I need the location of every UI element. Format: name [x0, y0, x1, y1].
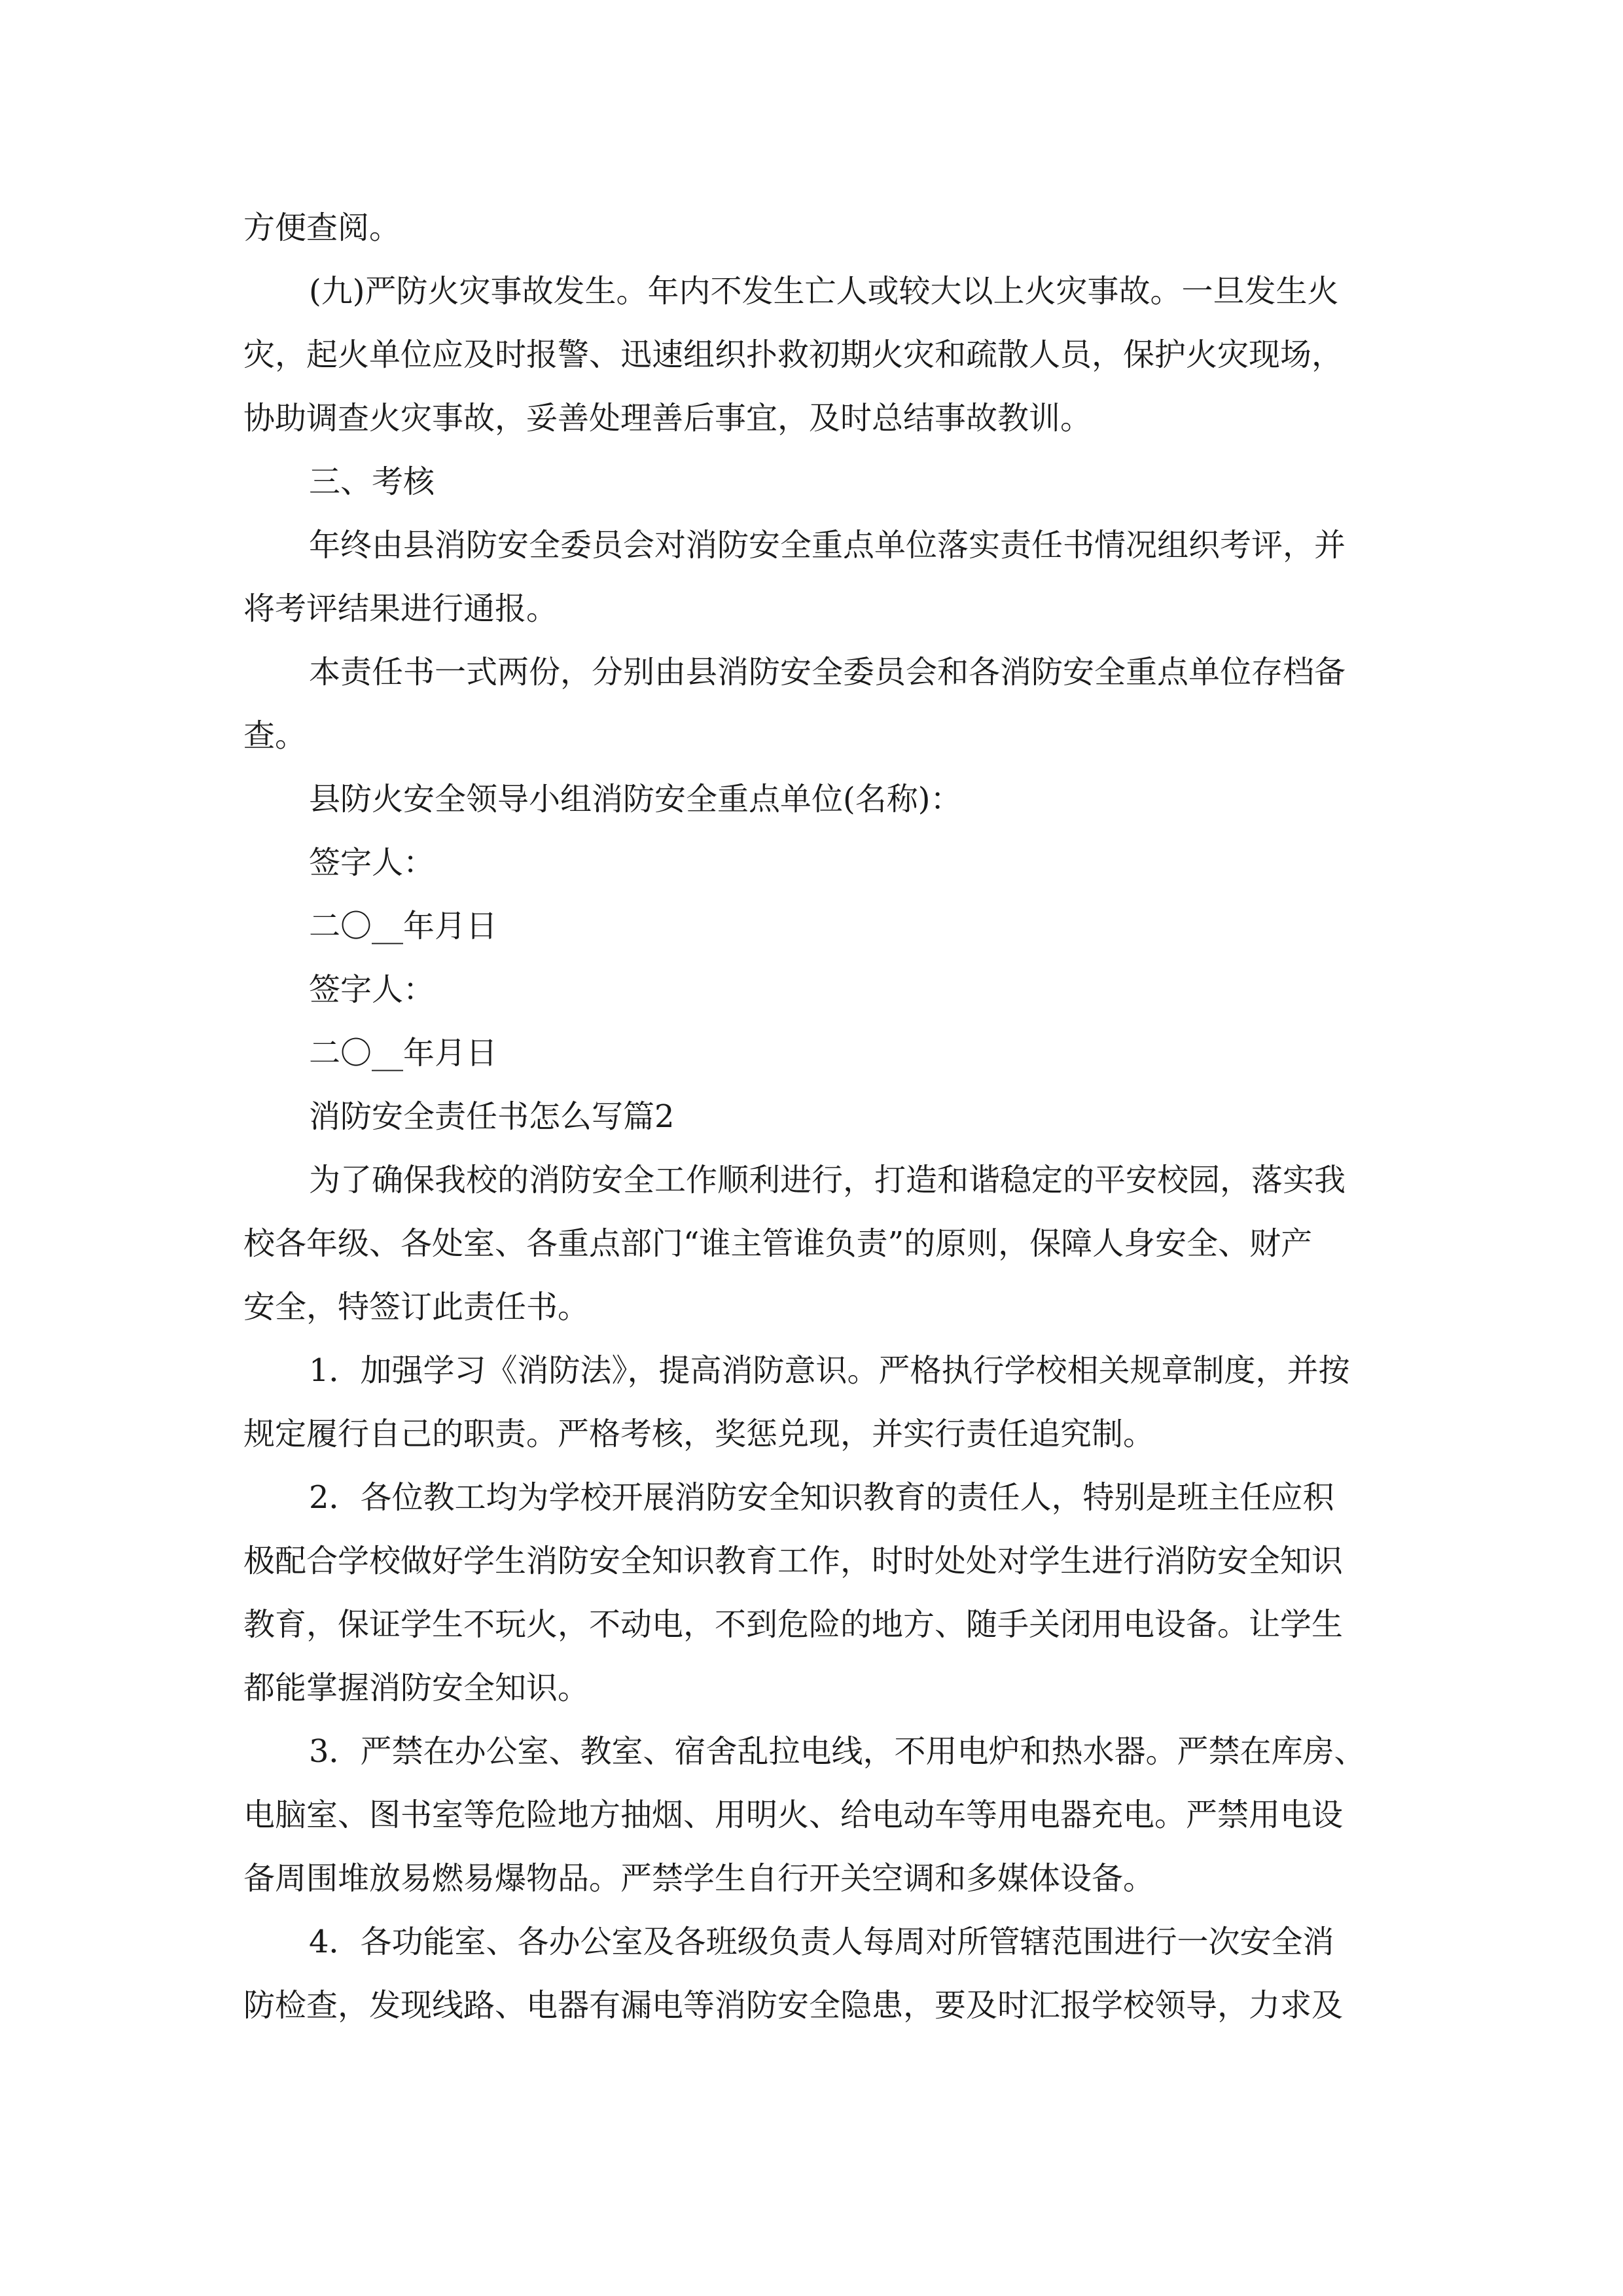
text-line: 协助调查火灾事故，妥善处理善后事宜，及时总结事故教训。 — [243, 400, 1092, 437]
text-line: 校各年级、各处室、各重点部门“谁主管谁负责”的原则，保障人身安全、财产 — [243, 1225, 1313, 1262]
text-line: 备周围堆放易燃易爆物品。严禁学生自行开关空调和多媒体设备。 — [243, 1860, 1155, 1897]
text-line: 极配合学校做好学生消防安全知识教育工作，时时处处对学生进行消防安全知识 — [243, 1543, 1344, 1579]
signature-line: 签字人： — [309, 971, 435, 1008]
date-line: 二〇__年月日 — [309, 1035, 498, 1071]
text-line: 教育，保证学生不玩火，不动电，不到危险的地方、随手关闭用电设备。让学生 — [243, 1606, 1344, 1643]
text-line: 电脑室、图书室等危险地方抽烟、用明火、给电动车等用电器充电。严禁用电设 — [243, 1797, 1344, 1833]
text-line: 3．严禁在办公室、教室、宿舍乱拉电线，不用电炉和热水器。严禁在库房、 — [309, 1733, 1366, 1770]
text-line: 将考评结果进行通报。 — [243, 590, 558, 627]
signature-org-line: 县防火安全领导小组消防安全重点单位(名称)： — [309, 781, 962, 817]
text-line: 规定履行自己的职责。严格考核，奖惩兑现，并实行责任追究制。 — [243, 1416, 1155, 1452]
date-line: 二〇__年月日 — [309, 908, 498, 944]
text-line: 4．各功能室、各办公室及各班级负责人每周对所管辖范围进行一次安全消 — [309, 1924, 1334, 1960]
section-heading: 三、考核 — [309, 463, 435, 500]
text-line: 为了确保我校的消防安全工作顺利进行，打造和谐稳定的平安校园，落实我 — [309, 1162, 1346, 1198]
text-line: 防检查，发现线路、电器有漏电等消防安全隐患，要及时汇报学校领导，力求及 — [243, 1987, 1344, 2024]
text-line: 本责任书一式两份，分别由县消防安全委员会和各消防安全重点单位存档备 — [309, 654, 1346, 691]
text-line: 1．加强学习《消防法》，提高消防意识。严格执行学校相关规章制度，并按 — [309, 1352, 1350, 1389]
document-body — [243, 196, 1382, 2037]
text-line: 都能掌握消防安全知识。 — [243, 1670, 590, 1706]
text-line: 安全，特签订此责任书。 — [243, 1289, 590, 1325]
text-line: 方便查阅。 — [243, 209, 401, 246]
text-line: 查。 — [243, 717, 307, 754]
text-line: 灾，起火单位应及时报警、迅速组织扑救初期火灾和疏散人员，保护火灾现场， — [243, 336, 1344, 373]
text-line: 年终由县消防安全委员会对消防安全重点单位落实责任书情况组织考评，并 — [309, 527, 1346, 564]
text-line: (九)严防火灾事故发生。年内不发生亡人或较大以上火灾事故。一旦发生火 — [309, 273, 1339, 310]
article-title: 消防安全责任书怎么写篇2 — [309, 1098, 675, 1135]
text-line: 2．各位教工均为学校开展消防安全知识教育的责任人，特别是班主任应积 — [309, 1479, 1334, 1516]
signature-line: 签字人： — [309, 844, 435, 881]
